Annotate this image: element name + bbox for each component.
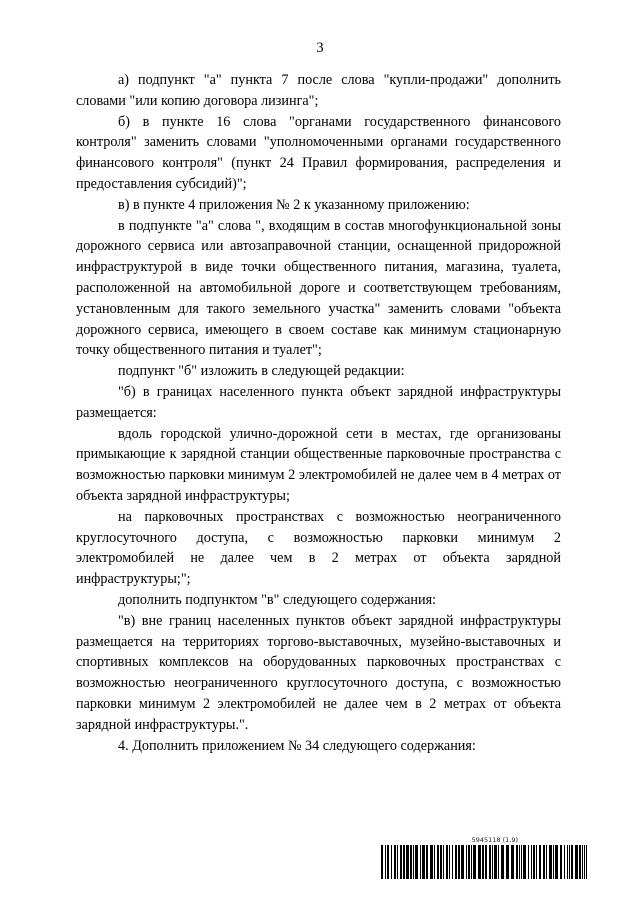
barcode-bar — [489, 845, 491, 879]
paragraph-subpoint-b-intro: подпункт "б" изложить в следующей редакции: — [118, 363, 405, 380]
barcode-bar — [564, 845, 565, 879]
barcode-bar — [571, 845, 573, 879]
barcode-bar — [582, 845, 583, 879]
barcode-bar — [381, 845, 383, 879]
barcode-bar — [528, 845, 529, 879]
barcode-bar — [531, 845, 532, 879]
barcode-bar — [511, 845, 514, 879]
barcode-bar — [406, 845, 409, 879]
paragraph-amendment-b: б) в пункте 16 слова "органами государственного финансового контроля" заменить словами "уполномоченными органами государственного финансового контроля" (пункт 24 Правил формирования, распределения и предоставления субсидий)"; — [76, 113, 561, 192]
barcode-bar — [586, 845, 587, 879]
barcode-bar — [553, 845, 554, 879]
barcode-bar — [400, 845, 402, 879]
barcode-bar — [446, 845, 448, 879]
barcode-bar — [471, 845, 472, 879]
barcode-bar — [567, 845, 568, 879]
barcode-bar — [539, 845, 541, 879]
barcode-bar — [569, 845, 570, 879]
barcode-bar — [546, 845, 547, 879]
document-barcode — [381, 836, 588, 879]
barcode-bar — [560, 845, 562, 879]
barcode-caption: 5945118 (1.9) — [471, 836, 518, 844]
barcode-bar — [498, 845, 499, 879]
paragraph-subpoint-b-text: "б) в границах населенного пункта объект зарядной инфраструктуры размещается: — [76, 383, 561, 421]
barcode-bar — [501, 845, 504, 879]
barcode-bar — [452, 845, 453, 879]
page-number: 3 — [316, 40, 324, 56]
barcode-bar — [533, 845, 535, 879]
barcode-bar — [397, 845, 398, 879]
barcode-bar — [468, 845, 470, 879]
barcode-bar — [519, 845, 520, 879]
paragraph-item-4: 4. Дополнить приложением № 34 следующего содержания: — [118, 737, 476, 754]
barcode-bar — [575, 845, 578, 879]
barcode-bar — [413, 845, 414, 879]
barcode-bar — [420, 845, 421, 879]
barcode-bar — [485, 845, 487, 879]
barcode-bar — [455, 845, 457, 879]
barcode-bar — [394, 845, 396, 879]
barcode-bar — [437, 845, 439, 879]
barcode-bar — [410, 845, 412, 879]
barcode-bar — [549, 845, 552, 879]
barcode-bar — [387, 845, 389, 879]
paragraph-subpoint-v-intro: дополнить подпунктом "в" следующего содержания: — [118, 591, 437, 608]
barcode-bar — [449, 845, 450, 879]
barcode-bar — [521, 845, 522, 879]
barcode-bar — [555, 845, 558, 879]
barcode-bar — [478, 845, 481, 879]
barcode-bar — [458, 845, 460, 879]
barcode-bar — [461, 845, 464, 879]
barcode-bar — [466, 845, 467, 879]
barcode-bar — [506, 845, 509, 879]
barcode-bar — [385, 845, 386, 879]
barcode-bar — [443, 845, 444, 879]
paragraph-amendment-v: в) в пункте 4 приложения № 2 к указанному приложению: — [118, 196, 470, 213]
barcode-bar — [536, 845, 537, 879]
barcode-bar — [516, 845, 518, 879]
barcode-bar — [415, 845, 418, 879]
barcode-bar — [426, 845, 428, 879]
barcode-bar — [440, 845, 442, 879]
barcode-bar — [403, 845, 405, 879]
barcode-bar — [434, 845, 435, 879]
barcode-bar — [584, 845, 585, 879]
paragraph-subpoint-v-text: "в) вне границ населенных пунктов объект зарядной инфраструктуры размещается на территориях торгово-выставочных, музейно-выставочных и спортивных комплексов на оборудованных парковочных пространствах с возможностью неограниченного круглосуточного доступа, с возможностью парковки минимум 2 электромобилей не далее чем в 2 метрах от объекта зарядной инфраструктуры.". — [76, 612, 561, 733]
barcode-bar — [543, 845, 545, 879]
barcode-bar — [473, 845, 476, 879]
barcode-bar — [579, 845, 581, 879]
barcode-bar — [523, 845, 526, 879]
barcode-bar — [391, 845, 392, 879]
barcode-bar — [422, 845, 425, 879]
paragraph-amendment-a: а) подпункт "а" пункта 7 после слова "купли-продажи" дополнить словами "или копию договора лизинга"; — [76, 72, 561, 109]
paragraph-city-network: вдоль городской улично-дорожной сети в местах, где организованы примыкающие к зарядной станции общественные парковочные пространства с возможностью парковки минимум 2 электромобилей не далее чем в 4 метрах от объекта зарядной инфраструктуры; — [76, 425, 561, 504]
barcode-bar — [492, 845, 493, 879]
barcode-bar — [482, 845, 484, 879]
paragraph-subpoint-a-change: в подпункте "а" слова ", входящим в состав многофункциональной зоны дорожного сервиса или автозаправочной станции, оснащенной придорожной инфраструктурой в виде точки общественного питания, магазина, туалета, расположенной на автомобильной дороге и соответствующем требованиям, установленным для такого земельного участка" заменить словами "объекта дорожного сервиса, имеющего в своем составе как минимум стационарную точку общественного питания и туалет"; — [76, 217, 561, 359]
paragraph-parking-spaces: на парковочных пространствах с возможностью неограниченного круглосуточного доступа, с возможностью парковки минимум 2 электромобилей не далее чем в 2 метрах от объекта зарядной инфраструктуры;"; — [76, 508, 561, 588]
barcode-bars — [381, 845, 588, 879]
document-body — [76, 70, 561, 756]
barcode-bar — [494, 845, 497, 879]
barcode-bar — [430, 845, 433, 879]
